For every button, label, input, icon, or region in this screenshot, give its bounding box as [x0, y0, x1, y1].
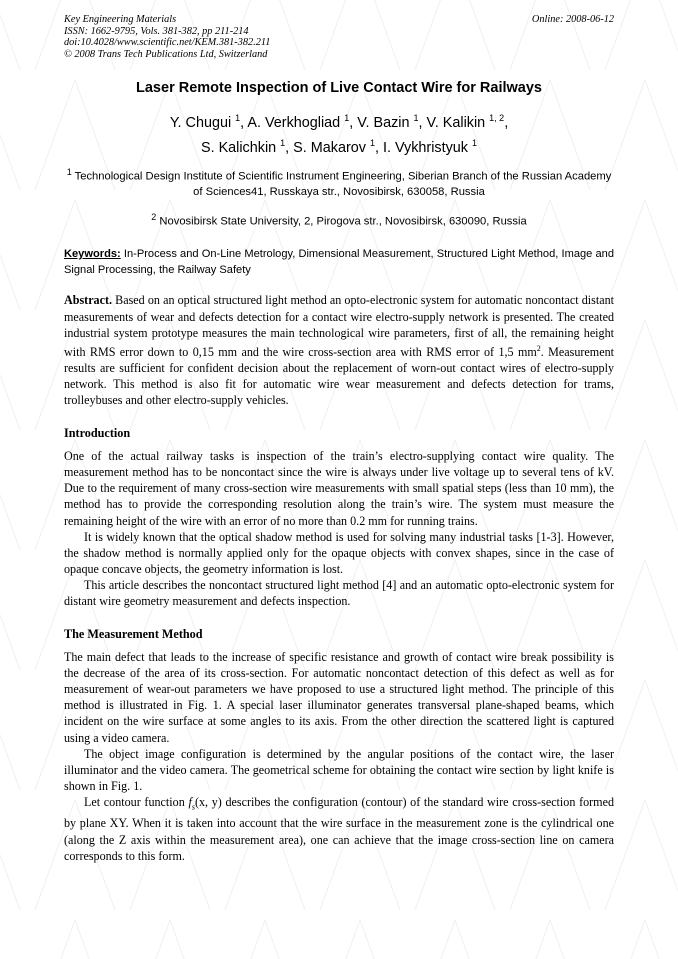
abstract: Abstract. Based on an optical structured light method an opto-electronic system for automatic noncontact distant measurements of wear and defects detection for a contact wire electro-supply network is presented. The created industrial system prototype measures the main technological wire parameters, first of all, the remaining height with RMS error down to 0,15 mm and the wire cross-section area with RMS error of 1,5 $mm^2$. Measurement results are sufficient for confident decision about the replacement of worn-out contact wires of electro-supply network. This method is also fit for automatic wire wear measurement and defects detection for trams, trolleybuses and other electro-supply vehicles. — [64, 293, 614, 408]
authors-line-2 — [64, 133, 614, 158]
paragraph: Let contour function $f_s(x$, y) describes the configuration (contour) of the standard wire cross-section formed by plane XY. When it is taken into account that the wire surface in the measurement zone is the cylindrical one (along the Z axis within the measurement area), one can achieve that the image cross-section line on camera corresponds to this form. — [64, 794, 614, 863]
doi: doi:10.4028/www.scientific.net/KEM.381-382.211 — [64, 37, 271, 48]
authors-line-1 — [64, 108, 614, 133]
author: A. Verkhogliad $^1$, — [247, 113, 358, 131]
copyright: © 2008 Trans Tech Publications Ltd, Switzerland — [64, 48, 268, 60]
section-heading-method: The Measurement Method — [64, 627, 203, 642]
paragraph: It is widely known that the optical shadow method is used for solving many industrial tasks [1-3]. However, the shadow method is normally applied only for the opaque objects with convex shapes, since in the case of opaque concave objects, the geometry information is lost. — [64, 529, 614, 576]
keywords-label: Keywords: — [64, 248, 121, 261]
online-date: Online: 2008-06-12 — [531, 14, 614, 25]
abstract-label: Abstract. — [64, 293, 113, 308]
keywords — [64, 247, 614, 278]
issn: ISSN: 1662-9795, Vols. 381-382, pp 211-214 — [64, 25, 249, 37]
paragraph: One of the actual railway tasks is inspection of the train’s electro-supplying contact wire quality. The measurement method has to be noncontact since the wire is always under live voltage up to several tens of kV. Due to the requirement of many cross-section wire measurements with small spatial steps (less than 10 mm), the method has to provide the corresponding resolution along the train’s wire. The system must measure the remaining height of the wire with an error of no more than 0.2 mm for running trains. — [64, 449, 614, 528]
paragraph: The main defect that leads to the increase of specific resistance and growth of contact wire break possibility is the decrease of the area of its cross-section. For automatic noncontact detection of this defect as well as for measurement of wear-out parameters we have proposed to use a structured light method. The principle of this method is illustrated in Fig. 1. A special laser illuminator generates transversal plane-shaped beams, which incident on the wire surface at some angles to its axis. From the other direction the scattered light is captured using a video camera. — [64, 650, 614, 745]
paper-title: Laser Remote Inspection of Live Contact Wire for Railways — [136, 80, 542, 96]
author: S. Makarov $^1$, — [293, 137, 383, 156]
paragraph: The object image configuration is determined by the angular positions of the contact wire, the laser illuminator and the video camera. The geometrical scheme for obtaining the contact wire section by light knife is shown in Fig. 1. — [64, 746, 614, 793]
author: Y. Chugui $^1$, — [169, 113, 248, 131]
journal-info — [64, 14, 270, 60]
affiliation-1: $^1$ Technological Design Institute of Scientific Instrument Engineering, Siberian Branch of the Russian Academy of Sciences41, Russkaya str., Novosibirsk, 630058, Russia — [66, 166, 612, 199]
header — [64, 14, 614, 60]
paragraph: This article describes the noncontact structured light method [4] and an automatic opto-electronic system for distant wire geometry measurement and defects inspection. — [64, 577, 614, 608]
author: V. Kalikin $^{1, 2}$, — [426, 113, 509, 131]
author: I. Vykhristyuk $^1$ — [382, 137, 478, 156]
section-heading-introduction: Introduction — [64, 426, 131, 441]
author: V. Bazin $^1$, — [357, 113, 427, 131]
author: S. Kalichkin $^1$, — [200, 137, 294, 156]
authors — [64, 108, 614, 158]
affiliation-2: $^2$ Novosibirsk State University, 2, Pirogova str., Novosibirsk, 630090, Russia — [151, 212, 527, 229]
keywords-text: In-Process and On-Line Metrology, Dimensional Measurement, Structured Light Method, Image and Signal Processing, the Railway Safety — [64, 248, 614, 276]
journal-name: Key Engineering Materials — [64, 14, 177, 25]
